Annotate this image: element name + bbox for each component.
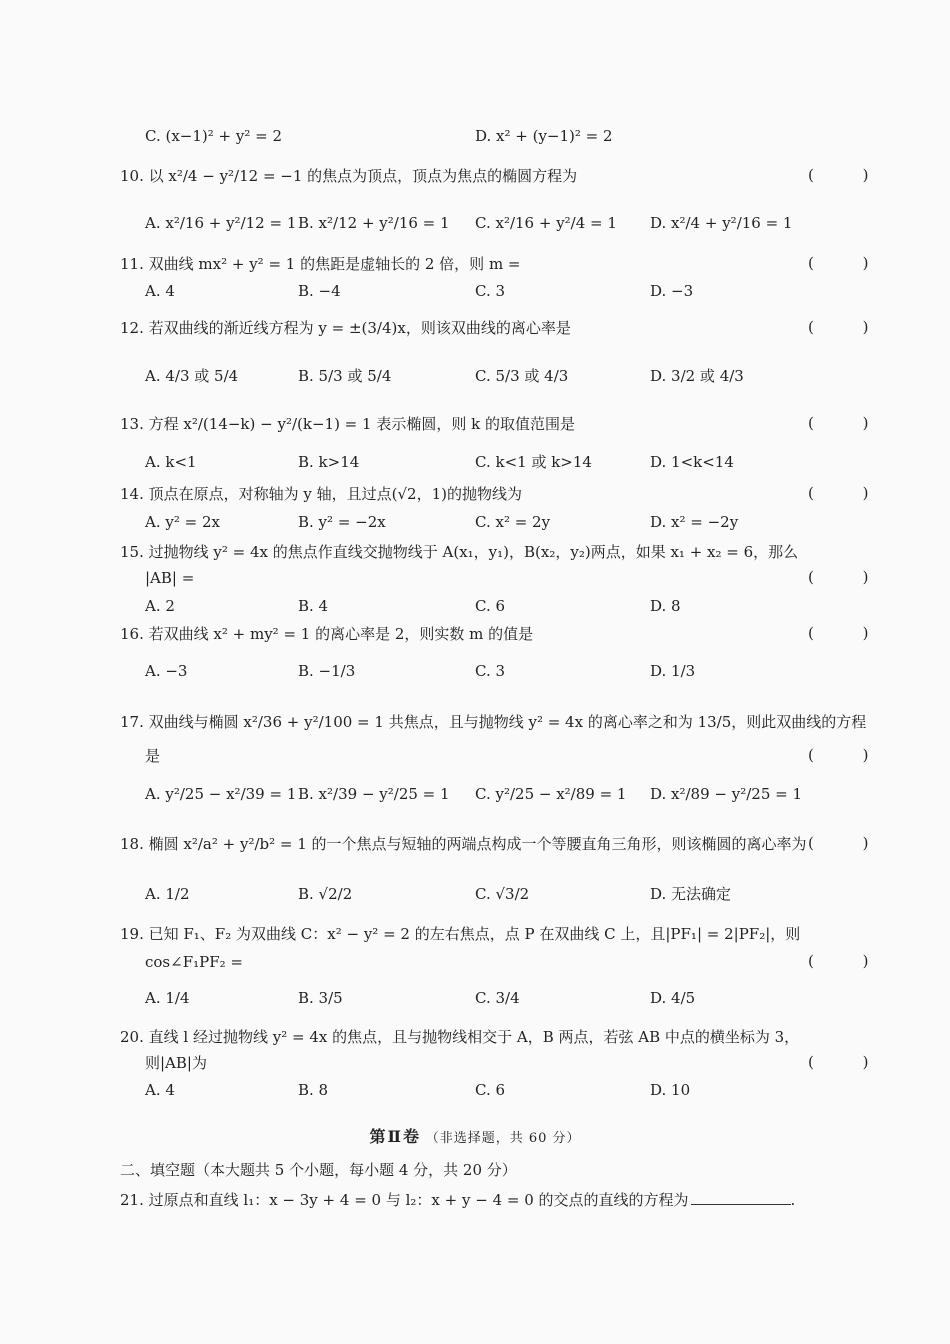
answer-bracket: ( ): [808, 254, 891, 272]
option-b: B. k>14: [298, 453, 360, 471]
question-21-end: .: [790, 1191, 796, 1209]
option-b: B. 8: [298, 1081, 329, 1099]
option-d: D. x²/89 − y²/25 = 1: [650, 785, 803, 803]
answer-bracket: ( ): [808, 166, 891, 184]
section-title: 第Ⅱ卷: [369, 1127, 421, 1146]
option-b: B. −4: [298, 282, 341, 300]
option-c: C. 6: [475, 1081, 506, 1099]
option-d: D. 10: [650, 1081, 691, 1099]
option-c: C. k<1 或 k>14: [475, 453, 592, 471]
option-b: B. x²/39 − y²/25 = 1: [298, 785, 450, 803]
option-b: B. 4: [298, 597, 329, 615]
option-a: A. k<1: [145, 453, 197, 471]
question-21-text: 21. 过原点和直线 l₁：x − 3y + 4 = 0 与 l₂：x + y − 4 = 0 的交点的直线的方程为: [120, 1191, 689, 1209]
option-a: A. 2: [145, 597, 175, 615]
question-15-continued: |AB| =: [145, 569, 195, 587]
question-19: 19. 已知 F₁、F₂ 为双曲线 C：x² − y² = 2 的左右焦点，点 P 在双曲线 C 上，且|PF₁| = 2|PF₂|，则: [120, 925, 801, 943]
option-d: D. 8: [650, 597, 681, 615]
section-heading: [0, 1124, 950, 1147]
question-21: [120, 1190, 795, 1210]
option-d: D. 4/5: [650, 989, 696, 1007]
answer-bracket: ( ): [808, 1053, 891, 1071]
option-d: D. x² = −2y: [650, 513, 739, 531]
answer-bracket: ( ): [808, 318, 891, 336]
option-b: B. 5/3 或 5/4: [298, 367, 392, 385]
question-13: 13. 方程 x²/(14−k) − y²/(k−1) = 1 表示椭圆，则 k 的取值范围是: [120, 415, 575, 433]
question-16: 16. 若双曲线 x² + my² = 1 的离心率是 2，则实数 m 的值是: [120, 625, 534, 643]
option-c: C. 3: [475, 662, 506, 680]
option-d: D. 3/2 或 4/3: [650, 367, 744, 385]
option-c: C. 3/4: [475, 989, 520, 1007]
option-a: A. 1/2: [145, 885, 190, 903]
option-a: A. 4/3 或 5/4: [145, 367, 239, 385]
answer-bracket: ( ): [808, 624, 891, 642]
option-c: C. (x−1)² + y² = 2: [145, 127, 283, 145]
question-12: 12. 若双曲线的渐近线方程为 y = ±(3/4)x，则该双曲线的离心率是: [120, 319, 571, 337]
option-b: B. x²/12 + y²/16 = 1: [298, 214, 450, 232]
option-a: A. x²/16 + y²/12 = 1: [145, 214, 297, 232]
option-a: A. −3: [145, 662, 188, 680]
option-d: D. 1<k<14: [650, 453, 734, 471]
option-a: A. y²/25 − x²/39 = 1: [145, 785, 297, 803]
section-note: （非选择题，共 60 分）: [425, 1131, 581, 1146]
question-10: 10. 以 x²/4 − y²/12 = −1 的焦点为顶点，顶点为焦点的椭圆方程为: [120, 167, 578, 185]
option-c: C. 5/3 或 4/3: [475, 367, 569, 385]
option-c: C. y²/25 − x²/89 = 1: [475, 785, 627, 803]
question-18: 18. 椭圆 x²/a² + y²/b² = 1 的一个焦点与短轴的两端点构成一个等腰直角三角形，则该椭圆的离心率为: [120, 835, 807, 853]
option-b: B. 3/5: [298, 989, 343, 1007]
answer-bracket: ( ): [808, 568, 891, 586]
question-11: 11. 双曲线 mx² + y² = 1 的焦距是虚轴长的 2 倍，则 m =: [120, 255, 521, 273]
question-15: 15. 过抛物线 y² = 4x 的焦点作直线交抛物线于 A(x₁，y₁)，B(x₂，y₂)两点，如果 x₁ + x₂ = 6，那么: [120, 543, 799, 561]
answer-bracket: ( ): [808, 746, 891, 764]
answer-bracket: ( ): [808, 952, 891, 970]
question-20: 20. 直线 l 经过抛物线 y² = 4x 的焦点，且与抛物线相交于 A，B 两点，若弦 AB 中点的横坐标为 3，: [120, 1028, 800, 1046]
answer-bracket: ( ): [808, 484, 891, 502]
option-b: B. √2/2: [298, 885, 353, 903]
option-b: B. y² = −2x: [298, 513, 386, 531]
option-b: B. −1/3: [298, 662, 356, 680]
option-d: D. 1/3: [650, 662, 696, 680]
question-20-continued: 则|AB|为: [145, 1054, 207, 1072]
answer-blank: [691, 1190, 791, 1205]
question-17: 17. 双曲线与椭圆 x²/36 + y²/100 = 1 共焦点，且与抛物线 y² = 4x 的离心率之和为 13/5，则此双曲线的方程: [120, 713, 867, 731]
option-c: C. x² = 2y: [475, 513, 551, 531]
question-14: 14. 顶点在原点，对称轴为 y 轴，且过点(√2，1)的抛物线为: [120, 485, 522, 503]
fill-in-heading: 二、填空题（本大题共 5 个小题，每小题 4 分，共 20 分）: [120, 1161, 517, 1179]
option-c: C. 6: [475, 597, 506, 615]
option-d: D. −3: [650, 282, 694, 300]
option-a: A. y² = 2x: [145, 513, 220, 531]
question-17-continued: 是: [145, 747, 161, 765]
option-a: A. 1/4: [145, 989, 190, 1007]
option-c: C. x²/16 + y²/4 = 1: [475, 214, 617, 232]
option-a: A. 4: [145, 282, 175, 300]
option-c: C. 3: [475, 282, 506, 300]
answer-bracket: ( ): [808, 834, 891, 852]
answer-bracket: ( ): [808, 414, 891, 432]
option-d: D. x²/4 + y²/16 = 1: [650, 214, 793, 232]
question-19-continued: cos∠F₁PF₂ =: [145, 953, 243, 971]
option-d: D. x² + (y−1)² = 2: [475, 127, 613, 145]
option-c: C. √3/2: [475, 885, 530, 903]
option-a: A. 4: [145, 1081, 175, 1099]
option-d: D. 无法确定: [650, 885, 732, 903]
